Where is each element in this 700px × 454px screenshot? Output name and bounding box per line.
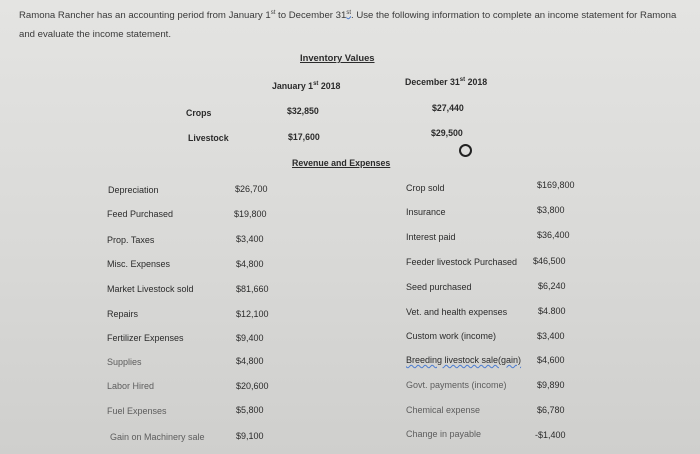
inventory-col-dec: December 31st 2018 xyxy=(405,77,488,87)
left-item-label: Repairs xyxy=(107,309,139,319)
right-item-label: Insurance xyxy=(406,207,446,217)
left-item-label: Supplies xyxy=(107,357,142,367)
left-item-value: $9,100 xyxy=(236,431,264,441)
left-item-value: $81,660 xyxy=(236,284,269,294)
left-item-label: Labor Hired xyxy=(107,381,155,391)
left-item-value: $19,800 xyxy=(234,209,267,219)
intro-text-1: Ramona Rancher has an accounting period from January 1 xyxy=(19,10,271,22)
inventory-row-crops-label: Crops xyxy=(186,108,212,118)
left-item-value: $20,600 xyxy=(236,381,269,391)
right-item-value: $4.800 xyxy=(538,306,566,316)
left-item-value: $5,800 xyxy=(236,405,264,415)
left-item-value: $3,400 xyxy=(236,234,264,244)
intro-text-2: to December 31 xyxy=(275,10,347,22)
right-item-label: Interest paid xyxy=(406,232,456,242)
inventory-row-crops-dec: $27,440 xyxy=(432,103,464,113)
left-item-value: $4,800 xyxy=(236,356,264,366)
inventory-row-livestock-label: Livestock xyxy=(188,133,229,143)
revenue-expenses-title: Revenue and Expenses xyxy=(292,158,391,168)
left-item-label: Gain on Machinery sale xyxy=(110,432,205,442)
cursor-circle-icon xyxy=(459,144,472,157)
inventory-row-livestock-dec: $29,500 xyxy=(431,128,463,138)
inventory-row-crops-jan: $32,850 xyxy=(287,106,319,116)
left-item-label: Misc. Expenses xyxy=(107,259,171,269)
left-item-label: Fertilizer Expenses xyxy=(107,333,184,343)
intro-sup-1: st xyxy=(270,10,276,16)
left-item-value: $9,400 xyxy=(236,333,264,343)
right-item-label: Vet. and health expenses xyxy=(406,307,508,317)
left-item-value: $26,700 xyxy=(235,184,268,194)
inventory-col-jan: January 1st 2018 xyxy=(272,81,341,91)
intro-text-3: . Use the following information to complete an income statement for Ramona and evaluate the income statement. xyxy=(19,10,677,41)
left-item-label: Fuel Expenses xyxy=(107,406,167,416)
right-item-label: Custom work (income) xyxy=(406,331,497,341)
inventory-title: Inventory Values xyxy=(300,52,375,63)
left-item-value: $12,100 xyxy=(236,309,269,319)
left-item-label: Prop. Taxes xyxy=(107,235,155,245)
right-item-label: Feeder livestock Purchased xyxy=(406,257,518,267)
intro-paragraph xyxy=(19,4,689,44)
right-item-value: $46,500 xyxy=(533,256,566,266)
right-item-value: $169,800 xyxy=(537,180,575,190)
right-item-value: $4,600 xyxy=(537,355,565,365)
right-item-value: $3,800 xyxy=(537,205,565,215)
right-item-label: Govt. payments (income) xyxy=(406,380,507,390)
left-item-label: Feed Purchased xyxy=(107,209,174,219)
right-item-value: $9,890 xyxy=(537,380,565,390)
intro-sup-2: st xyxy=(346,10,351,16)
right-item-label: Crop sold xyxy=(406,183,445,193)
right-item-value: -$1,400 xyxy=(535,430,566,440)
right-item-value: $3,400 xyxy=(537,331,565,341)
right-item-label: Seed purchased xyxy=(406,282,472,292)
right-item-value: $36,400 xyxy=(537,230,570,240)
left-item-label: Depreciation xyxy=(108,185,159,195)
inventory-row-livestock-jan: $17,600 xyxy=(288,132,320,142)
right-item-label: Breeding livestock sale(gain) xyxy=(406,355,522,365)
right-item-label: Change in payable xyxy=(406,429,482,439)
left-item-label: Market Livestock sold xyxy=(107,284,194,294)
right-item-value: $6,240 xyxy=(538,281,566,291)
left-item-value: $4,800 xyxy=(236,259,264,269)
right-item-value: $6,780 xyxy=(537,405,565,415)
right-item-label: Chemical expense xyxy=(406,405,481,415)
